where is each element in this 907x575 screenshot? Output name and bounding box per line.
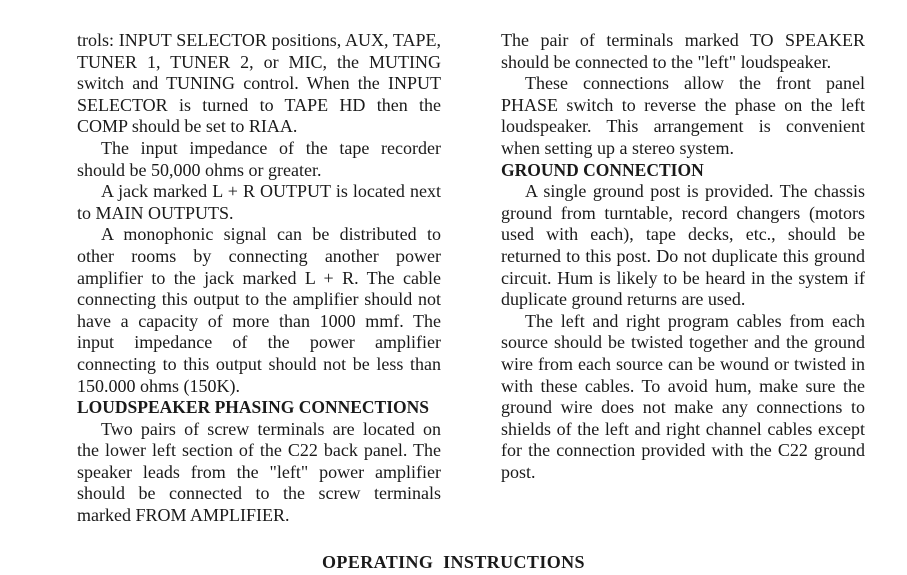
heading-ground-connection: GROUND CONNECTION [501, 159, 704, 180]
heading-loudspeaker-phasing: LOUDSPEAKER PHASING CONNECTIONS [77, 397, 429, 418]
paragraph-monophonic-signal: A monophonic signal can be distributed to other rooms by connecting another power amplifier to the jack marked L + R. The cable connecting this output to the amplifier should not have a capacity of more than 1000 mmf. The input impedance of the power amplifier connecting to this output should not be less than 150.000 ohms (150K). [77, 224, 441, 396]
left-column [77, 30, 441, 527]
page-footer-title: OPERATING INSTRUCTIONS [322, 552, 585, 572]
paragraph-input-selector: trols: INPUT SELECTOR positions, AUX, TAPE, TUNER 1, TUNER 2, or MIC, the MUTING switch and TUNING control. When the INPUT SELECTOR is turned to TAPE HD then the COMP should be set to RIAA. [77, 30, 441, 137]
paragraph-program-cables: The left and right program cables from each source should be twisted together and the ground wire from each source can be wound or twisted in with these cables. To avoid hum, make sure the ground wire does not make any connections to shields of the left and right channel cables except for the connection provided with the C22 ground post. [501, 310, 865, 482]
paragraph-tape-impedance: The input impedance of the tape recorder should be 50,000 ohms or greater. [77, 137, 441, 180]
paragraph-screw-terminals: Two pairs of screw terminals are located on the lower left section of the C22 back panel. The speaker leads from the "left" power amplifier should be connected to the screw terminals marked FROM AMPLIFIER. [77, 418, 441, 526]
paragraph-lr-output: A jack marked L + R OUTPUT is located next to MAIN OUTPUTS. [77, 181, 441, 223]
right-column [501, 30, 865, 483]
paragraph-to-speaker: The pair of terminals marked TO SPEAKER should be connected to the "left" loudspeaker. [501, 30, 865, 72]
paragraph-phase-switch: These connections allow the front panel PHASE switch to reverse the phase on the left loudspeaker. This arrangement is convenient when setting up a stereo system. [501, 73, 865, 158]
paragraph-ground-post: A single ground post is provided. The chassis ground from turntable, record changers (motors used with each), tape decks, etc., should be returned to this post. Do not duplicate this ground circuit. Hum is likely to be heard in the system if duplicate ground returns are used. [501, 181, 865, 310]
